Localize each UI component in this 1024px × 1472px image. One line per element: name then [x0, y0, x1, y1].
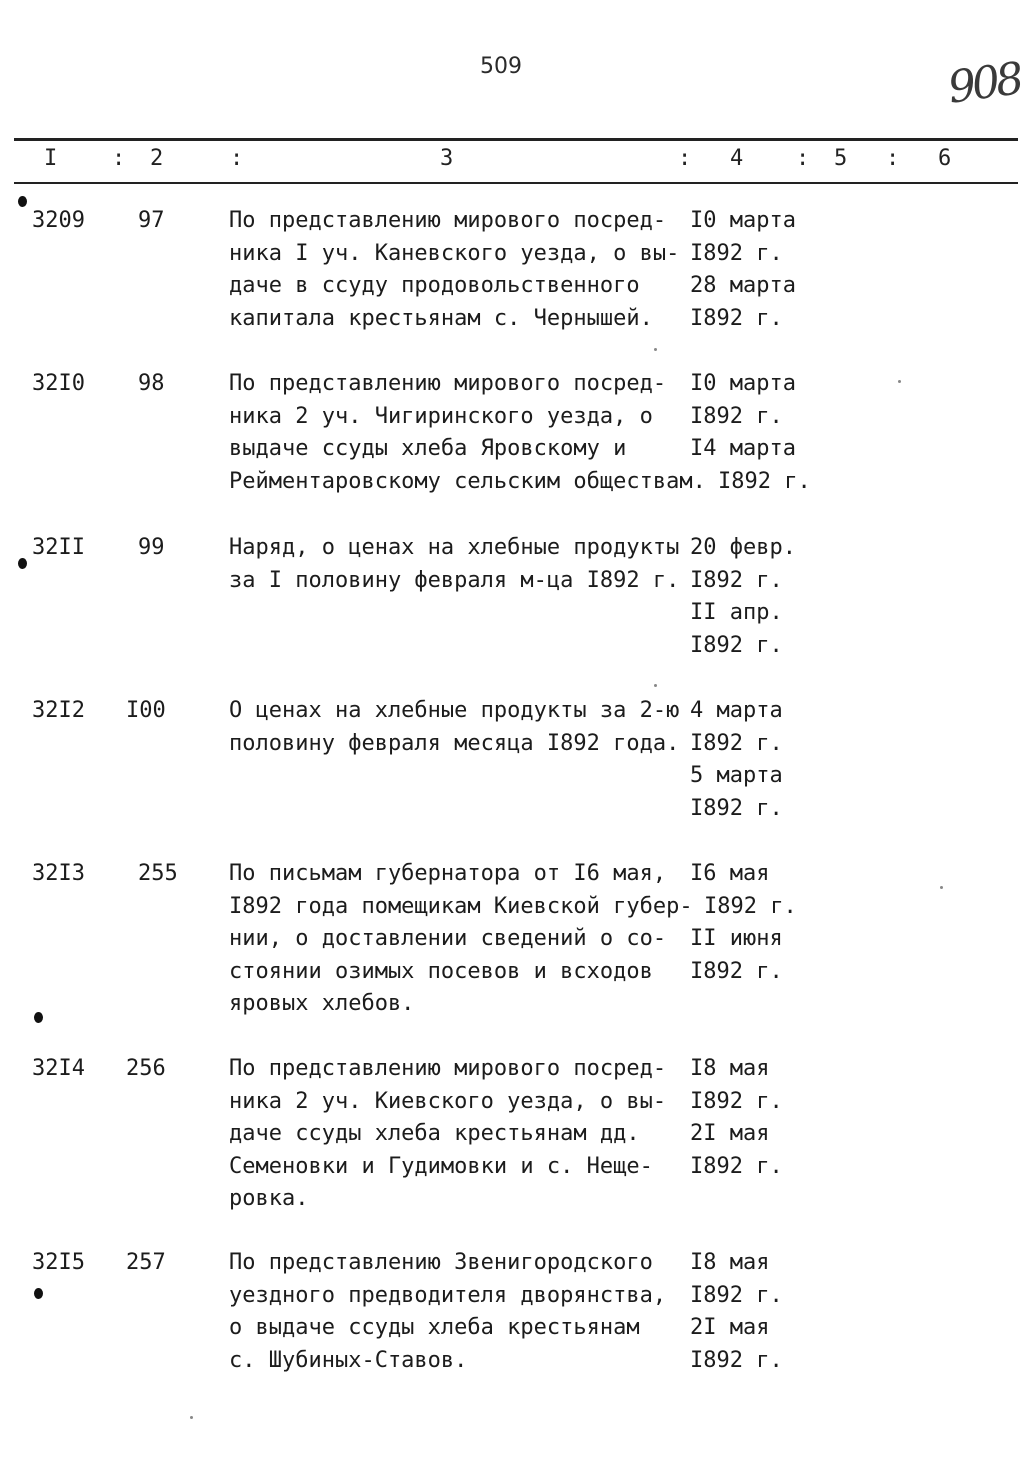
date-line: 28 марта [690, 273, 796, 299]
column-header-4: 4 [730, 146, 744, 171]
date-line: 2I мая [690, 1315, 770, 1341]
description-line: даче ссуды хлеба крестьянам дд. [229, 1121, 640, 1147]
column-header-1: I [44, 146, 58, 171]
entry-number: 32I2 [32, 698, 85, 723]
date-line: I892 г. [690, 1347, 783, 1373]
description-line: Наряд, о ценах на хлебные продукты [229, 535, 680, 560]
entry-count: 99 [138, 535, 165, 560]
scan-speck [190, 1416, 193, 1419]
date-line: I892 г. [690, 305, 783, 331]
entry-description [229, 1053, 666, 1216]
description-line: половину февраля месяца I892 года. [229, 730, 680, 756]
date-line: I892 г. [690, 1282, 783, 1308]
entry-dates [690, 1053, 783, 1183]
entry-description [229, 858, 693, 1021]
date-line: 2I мая [690, 1121, 770, 1147]
description-line: По представлению мирового посред- [229, 208, 667, 233]
date-line: I4 марта [690, 436, 796, 462]
entry-dates [690, 205, 796, 335]
description-line: По представлению Звенигородского [229, 1250, 653, 1275]
date-line: I892 г. [690, 403, 783, 429]
description-line: ровка. [229, 1186, 309, 1212]
description-line: ника 2 уч. Киевского уезда, о вы- [229, 1088, 667, 1114]
description-line: уездного предводителя дворянства, [229, 1282, 667, 1308]
scan-speck [940, 886, 943, 889]
column-separator: : [230, 146, 244, 171]
entry-description [229, 695, 679, 760]
entry-count: I00 [126, 698, 166, 723]
column-separator: : [678, 146, 692, 171]
column-header-2: 2 [150, 146, 164, 171]
description-line: О ценах на хлебные продукты за 2-ю [229, 698, 680, 723]
ink-mark [18, 558, 27, 569]
date-line: I892 г. [690, 567, 783, 593]
entry-dates [690, 695, 783, 825]
scan-speck [654, 684, 657, 687]
entry-dates [690, 368, 811, 498]
date-line: 5 марта [690, 763, 783, 789]
date-line: I892 г. [690, 1088, 783, 1114]
description-line: с. Шубиных-Ставов. [229, 1347, 468, 1373]
ink-mark [34, 1288, 43, 1299]
column-header-5: 5 [834, 146, 848, 171]
description-line: I892 года помещикам Киевской губер- [229, 893, 693, 919]
date-line: 4 марта [690, 698, 783, 723]
ink-mark [18, 196, 27, 207]
date-line: I892 г. [690, 1153, 783, 1179]
entry-description [229, 532, 679, 597]
description-line: ника I уч. Каневского уезда, о вы- [229, 240, 680, 266]
entry-number: 32I3 [32, 861, 85, 886]
column-separator: : [796, 146, 810, 171]
entry-count: 257 [126, 1250, 166, 1275]
date-line: I892 г. [690, 632, 783, 658]
handwritten-archive-number: 908 [944, 53, 1024, 114]
entry-count: 97 [138, 208, 165, 233]
description-line: о выдаче ссуды хлеба крестьянам [229, 1315, 640, 1341]
description-line: за I половину февраля м-ца I892 г. [229, 567, 680, 593]
entry-number: 32I0 [32, 371, 85, 396]
column-separator: : [886, 146, 900, 171]
description-line: выдаче ссуды хлеба Яровскому и [229, 436, 627, 462]
description-line: По письмам губернатора от I6 мая, [229, 861, 667, 886]
date-line: I0 марта [690, 371, 796, 396]
entry-dates [690, 858, 797, 988]
description-line: капитала крестьянам с. Чернышей. [229, 305, 653, 331]
column-separator: : [112, 146, 126, 171]
date-line: I0 марта [690, 208, 796, 233]
entry-number: 32II [32, 535, 85, 560]
date-line: I6 мая [690, 861, 770, 886]
date-line: II июня [690, 926, 783, 952]
page-number: 509 [480, 54, 522, 79]
date-line: I892 г. [718, 468, 811, 494]
column-header-3: 3 [440, 146, 454, 171]
scan-speck [898, 380, 901, 383]
date-line: I892 г. [690, 240, 783, 266]
entry-description [229, 368, 706, 498]
date-line: I892 г. [704, 893, 797, 919]
header-bottom-rule [14, 182, 1018, 184]
ink-mark [34, 1012, 43, 1023]
date-line: I892 г. [690, 795, 783, 821]
description-line: нии, о доставлении сведений о со- [229, 926, 667, 952]
description-line: Семеновки и Гудимовки и с. Неще- [229, 1153, 653, 1179]
description-line: стоянии озимых посевов и всходов [229, 958, 653, 984]
date-line: I8 мая [690, 1056, 770, 1081]
entry-dates [690, 1247, 783, 1377]
description-line: даче в ссуду продовольственного [229, 273, 640, 299]
entry-dates [690, 532, 796, 662]
entry-count: 256 [126, 1056, 166, 1081]
date-line: I892 г. [690, 730, 783, 756]
entry-count: 98 [138, 371, 165, 396]
date-line: 20 февр. [690, 535, 796, 560]
entry-number: 3209 [32, 208, 85, 233]
description-line: ника 2 уч. Чигиринского уезда, о [229, 403, 653, 429]
entry-number: 32I5 [32, 1250, 85, 1275]
description-line: По представлению мирового посред- [229, 371, 667, 396]
date-line: II апр. [690, 600, 783, 626]
header-top-rule [14, 138, 1018, 141]
description-line: Рейментаровскому сельским обществам. [229, 468, 706, 494]
date-line: I8 мая [690, 1250, 770, 1275]
entry-description [229, 1247, 666, 1377]
entry-count: 255 [138, 861, 178, 886]
description-line: яровых хлебов. [229, 991, 415, 1017]
description-line: По представлению мирового посред- [229, 1056, 667, 1081]
entry-number: 32I4 [32, 1056, 85, 1081]
date-line: I892 г. [690, 958, 783, 984]
column-header-6: 6 [938, 146, 952, 171]
entry-description [229, 205, 679, 335]
scan-speck [654, 348, 657, 351]
